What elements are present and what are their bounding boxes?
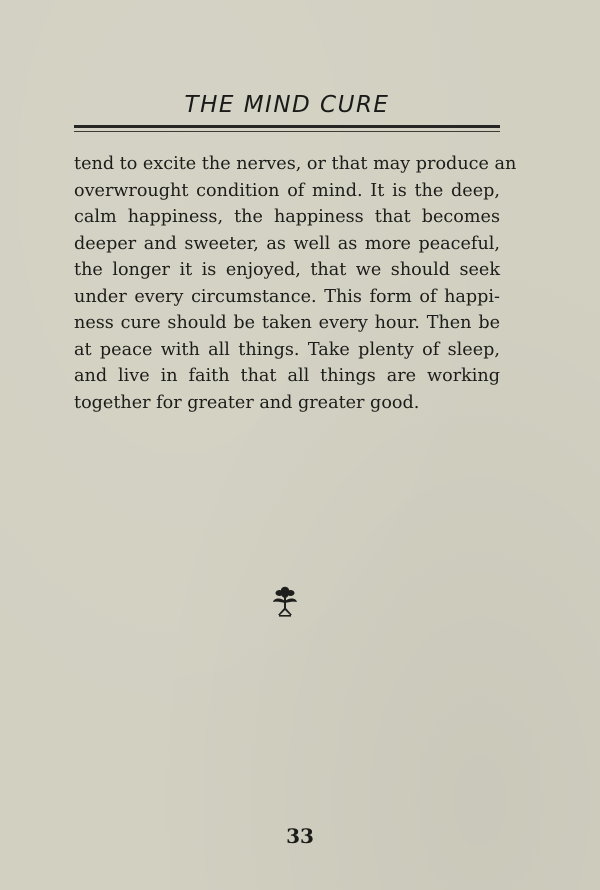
text-line: calm happiness, the happiness that becomes — [74, 207, 500, 227]
text-line: under every circumstance. This form of happi- — [74, 286, 500, 307]
text-line: at peace with all things. Take plenty of sleep, — [74, 339, 500, 360]
header-rule-thick — [74, 125, 500, 128]
text-line: deeper and sweeter, as well as more peaceful, — [74, 233, 500, 254]
text-line: overwrought condition of mind. It is the deep, — [74, 180, 500, 201]
text-line: together for greater and greater good. — [74, 392, 420, 413]
text-line: the longer it is enjoyed, that we should seek — [74, 260, 500, 280]
text-line: ness cure should be taken every hour. Then be — [74, 313, 500, 333]
header-rule-thin — [74, 131, 500, 132]
text-line: tend to excite the nerves, or that may produce an — [74, 154, 517, 174]
page-number: 33 — [286, 824, 314, 848]
running-head-title: THE MIND CURE — [184, 92, 390, 118]
flower-ornament-icon — [270, 584, 300, 618]
body-paragraph — [74, 151, 517, 416]
text-line: and live in faith that all things are working — [74, 366, 500, 386]
